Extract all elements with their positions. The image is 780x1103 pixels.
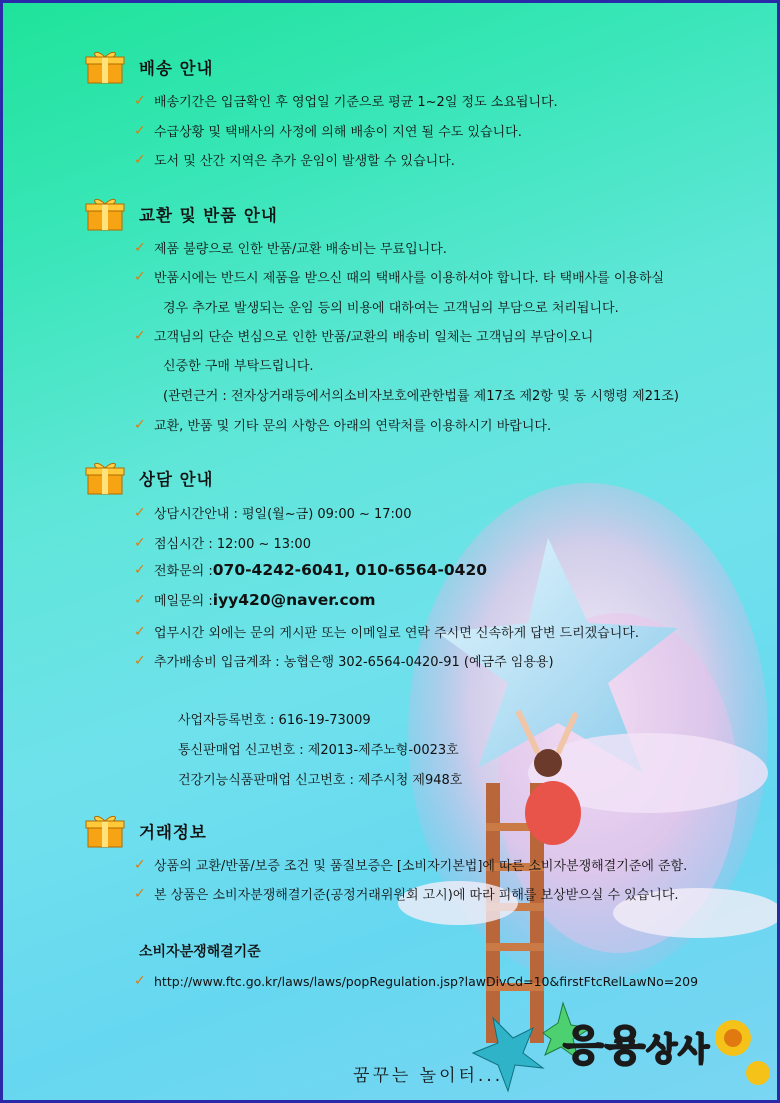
section-title: 배송 안내 <box>139 59 214 78</box>
section-title: 교환 및 반품 안내 <box>139 206 278 225</box>
checkmark-icon: ✓ <box>134 856 146 873</box>
gift-box-icon <box>85 196 125 232</box>
returns-section-header <box>85 196 278 232</box>
legal-basis-note: (관련근거 : 전자상거래등에서의소비자보호에관한법률 제17조 제2항 및 동 시행령 제21조) <box>163 389 679 404</box>
list-item-continuation: 경우 추가로 발생되는 운임 등의 비용에 대하여는 고객님의 부담으로 처리됩니다. <box>163 301 619 316</box>
list-item: ✓ 수급상황 및 택배사의 사정에 의해 배송이 지연 될 수도 있습니다. <box>134 122 522 140</box>
list-item: ✓ 고객님의 단순 변심으로 인한 반품/교환의 배송비 일체는 고객님의 부담이오니 <box>134 327 594 345</box>
checkmark-icon: ✓ <box>134 561 146 578</box>
list-item: ✓ 제품 불량으로 인한 반품/교환 배송비는 무료입니다. <box>134 239 447 257</box>
dispute-standard-title: 소비자분쟁해결기준 <box>139 944 261 960</box>
gift-box-icon <box>85 813 125 849</box>
list-item: ✓ 전화문의 : 070-4242-6041, 010-6564-0420 <box>134 560 488 579</box>
brand-logo: 응용상사 <box>563 1021 710 1070</box>
checkmark-icon: ✓ <box>134 327 146 344</box>
checkmark-icon: ✓ <box>134 623 146 640</box>
list-item: ✓ 상품의 교환/반품/보증 조건 및 품질보증은 [소비자기본법]에 따른 소비자분쟁해결기준에 준함. <box>134 856 688 874</box>
checkmark-icon: ✓ <box>134 652 146 669</box>
checkmark-icon: ✓ <box>134 885 146 902</box>
checkmark-icon: ✓ <box>134 92 146 109</box>
section-title: 상담 안내 <box>139 470 214 489</box>
checkmark-icon: ✓ <box>134 268 146 285</box>
list-item: ✓ 배송기간은 입금확인 후 영업일 기준으로 평균 1~2일 정도 소요됩니다. <box>134 92 558 110</box>
gift-box-icon <box>85 49 125 85</box>
telecom-sales-number: 통신판매업 신고번호 : 제2013-제주노형-0023호 <box>178 743 459 758</box>
section-title: 거래정보 <box>139 823 207 842</box>
list-item: ✓ 상담시간안내 : 평일(월~금) 09:00 ~ 17:00 <box>134 504 412 522</box>
list-item: ✓ 반품시에는 반드시 제품을 받으신 때의 택배사를 이용하셔야 합니다. 타 택배사를 이용하실 <box>134 268 665 286</box>
delivery-section-header <box>85 49 214 85</box>
consult-section-header <box>85 460 214 496</box>
slogan: 꿈꾸는 놀이터... <box>353 1066 504 1086</box>
list-item: ✓ 교환, 반품 및 기타 문의 사항은 아래의 연락처를 이용하시기 바랍니다. <box>134 416 552 434</box>
checkmark-icon: ✓ <box>134 416 146 433</box>
gift-box-icon <box>85 460 125 496</box>
list-item: ✓ 추가배송비 입금계좌 : 농협은행 302-6564-0420-91 (예금주 임용용) <box>134 652 554 670</box>
business-registration-number: 사업자등록번호 : 616-19-73009 <box>178 713 371 728</box>
checkmark-icon: ✓ <box>134 973 146 989</box>
list-item: ✓ 본 상품은 소비자분쟁해결기준(공정거래위원회 고시)에 따라 피해를 보상받으실 수 있습니다. <box>134 885 679 903</box>
list-item: ✓ 점심시간 : 12:00 ~ 13:00 <box>134 534 311 552</box>
email-address: iyy420@naver.com <box>212 590 376 609</box>
list-item-continuation: 신중한 구매 부탁드립니다. <box>163 359 314 374</box>
trade-section-header <box>85 813 207 849</box>
checkmark-icon: ✓ <box>134 504 146 521</box>
checkmark-icon: ✓ <box>134 534 146 551</box>
checkmark-icon: ✓ <box>134 122 146 139</box>
checkmark-icon: ✓ <box>134 151 146 168</box>
health-food-sales-number: 건강기능식품판매업 신고번호 : 제주시청 제948호 <box>178 773 463 788</box>
ftc-regulation-link[interactable]: http://www.ftc.go.kr/laws/laws/popRegulation.jsp?lawDivCd=10&firstFtcRelLawNo=209 <box>154 973 699 989</box>
phone-numbers: 070-4242-6041, 010-6564-0420 <box>212 560 488 579</box>
list-item <box>134 973 698 989</box>
list-item: ✓ 업무시간 외에는 문의 게시판 또는 이메일로 연락 주시면 신속하게 답변 드리겠습니다. <box>134 623 639 641</box>
checkmark-icon: ✓ <box>134 239 146 256</box>
list-item: ✓ 메일문의 : iyy420@naver.com <box>134 590 376 609</box>
list-item: ✓ 도서 및 산간 지역은 추가 운임이 발생할 수 있습니다. <box>134 151 455 169</box>
checkmark-icon: ✓ <box>134 591 146 608</box>
